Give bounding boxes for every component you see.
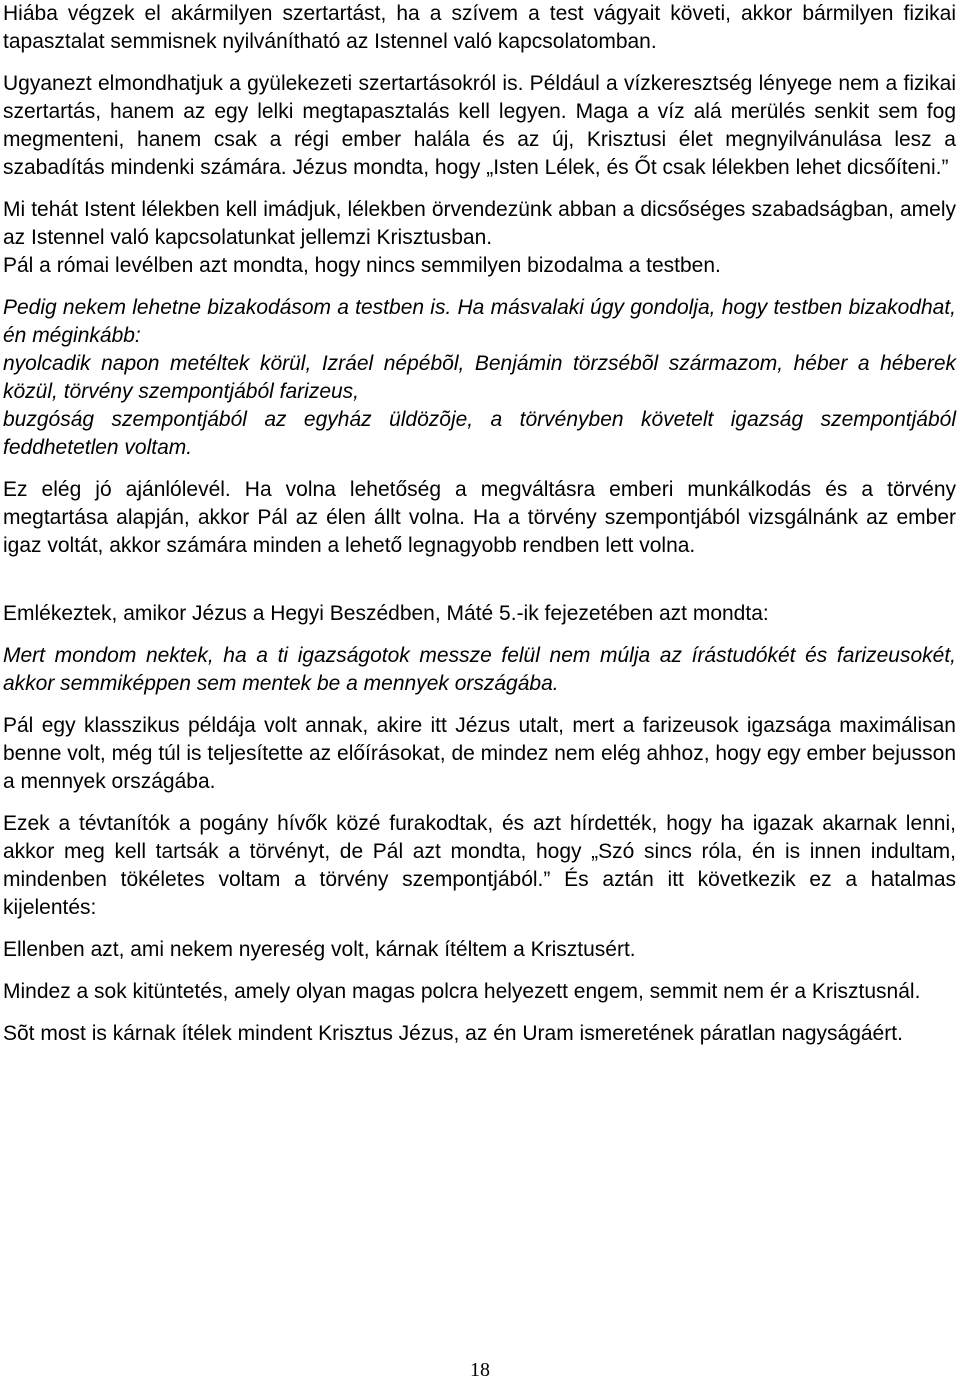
quote-paragraph: Pedig nekem lehetne bizakodásom a testben is. Ha másvalaki úgy gondolja, hogy testben bizakodhat, én méginkább: bbox=[3, 296, 956, 347]
paragraph: Sõt most is kárnak ítélek mindent Krisztus Jézus, az én Uram ismeretének páratlan nagyságáért. bbox=[3, 1022, 903, 1045]
quote-paragraph: buzgóság szempontjából az egyház üldözõje, a törvényben követelt igazság szempontjából feddhetetlen voltam. bbox=[3, 408, 956, 459]
paragraph: Mi tehát Istent lélekben kell imádjuk, lélekben örvendezünk abban a dicsőséges szabadságban, amely az Istennel való kapcsolatunkat jellemzi Krisztusban. bbox=[3, 198, 956, 249]
paragraph: Hiába végzek el akármilyen szertartást, ha a szívem a test vágyait követi, akkor bármilyen fizikai tapasztalat semmisnek nyilvánítható az Istennel való kapcsolatomban. bbox=[3, 2, 956, 53]
paragraph: Ez elég jó ajánlólevél. Ha volna lehetőség a megváltásra emberi munkálkodás és a törvény megtartása alapján, akkor Pál az élen állt volna. Ha a törvény szempontjából vizsgálnánk az ember igaz voltát, akkor számára minden a lehető legnagyobb rendben lett volna. bbox=[3, 478, 956, 557]
quote-paragraph: Mert mondom nektek, ha a ti igazságotok messze felül nem múlja az írástudókét és farizeusokét, akkor semmiképpen sem mentek be a mennyek országába. bbox=[3, 644, 956, 695]
document-page bbox=[3, 0, 956, 1062]
page-number: 18 bbox=[470, 1359, 490, 1381]
paragraph: Pál a római levélben azt mondta, hogy nincs semmilyen bizodalma a testben. bbox=[3, 254, 721, 277]
paragraph: Ezek a tévtanítók a pogány hívők közé furakodtak, és azt hírdették, hogy ha igazak akarnak lenni, akkor meg kell tartsák a törvényt, de Pál azt mondta, hogy „Szó sincs róla, én is innen indultam, mindenben tökéletes voltam a törvény szempontjából.” És aztán itt következik ez a hatalmas kijelentés: bbox=[3, 812, 956, 919]
paragraph: Ellenben azt, ami nekem nyereség volt, kárnak ítéltem a Krisztusért. bbox=[3, 938, 636, 961]
paragraph: Emlékeztek, amikor Jézus a Hegyi Beszédben, Máté 5.-ik fejezetében azt mondta: bbox=[3, 602, 769, 625]
paragraph: Mindez a sok kitüntetés, amely olyan magas polcra helyezett engem, semmit nem ér a Krisztusnál. bbox=[3, 980, 921, 1003]
paragraph: Pál egy klasszikus példája volt annak, akire itt Jézus utalt, mert a farizeusok igazsága maximálisan benne volt, még túl is teljesítette az előírásokat, de mindez nem elég ahhoz, hogy egy ember bejusson a mennyek országába. bbox=[3, 714, 956, 793]
paragraph: Ugyanezt elmondhatjuk a gyülekezeti szertartásokról is. Például a vízkeresztség lényege nem a fizikai szertartás, hanem az egy lelki megtapasztalás kell legyen. Maga a víz alá merülés senkit sem fog megmenteni, hanem csak a régi ember halála és az új, Krisztusi élet megnyilvánulása lesz a szabadítás mindenki számára. Jézus mondta, hogy „Isten Lélek, és Őt csak lélekben lehet dicsőíteni.” bbox=[3, 72, 956, 179]
quote-paragraph: nyolcadik napon metéltek körül, Izráel népébõl, Benjámin törzsébõl származom, héber a héberek közül, törvény szempontjából farizeus, bbox=[3, 352, 956, 403]
